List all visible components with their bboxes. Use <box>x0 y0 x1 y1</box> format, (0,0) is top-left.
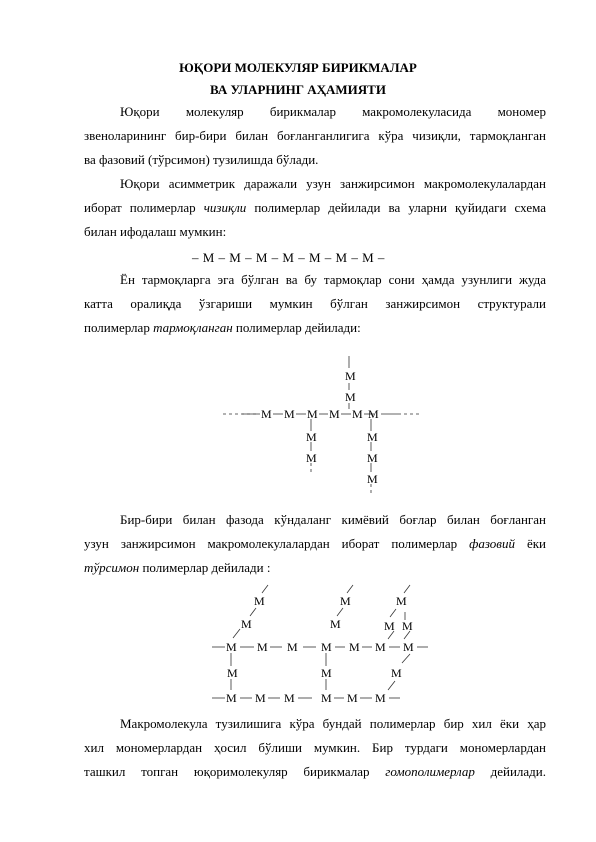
monomer-label: M <box>384 619 395 633</box>
paragraph-homopolymers <box>84 712 546 784</box>
monomer-label: M <box>284 691 295 705</box>
monomer-label: M <box>347 691 358 705</box>
paragraph-line: билан ифодалаш мумкин: <box>84 224 227 239</box>
monomer-label: M <box>352 407 363 421</box>
paragraph-line: Макромолекула тузилишига кўра бундай полимерлар бир хил ёки ҳар <box>120 716 546 731</box>
monomer-label: M <box>368 407 379 421</box>
monomer-label: M <box>226 640 237 654</box>
paragraph-line: Ён тармоқларга эга бўлган ва бу тармоқлар сони ҳамда узунлиги жуда <box>120 272 546 287</box>
monomer-label: M <box>227 666 238 680</box>
monomer-label: M <box>287 640 298 654</box>
term-network: тўрсимон <box>84 560 140 575</box>
monomer-label: M <box>307 407 318 421</box>
monomer-label: M <box>254 594 265 608</box>
monomer-label: M <box>349 640 360 654</box>
monomer-label: M <box>226 691 237 705</box>
paragraph-line: ва фазовий (тўрсимон) тузилишда бўлади. <box>84 152 319 167</box>
monomer-label: M <box>284 407 295 421</box>
paragraph-line: хил мономерлардан ҳосил бўлиши мумкин. Бир турдаги мономерлардан <box>84 740 546 755</box>
monomer-label: M <box>261 407 272 421</box>
monomer-label: M <box>375 640 386 654</box>
monomer-label: M <box>375 691 386 705</box>
paragraph-line: узун занжирсимон макромолекулалардан иборат полимерлар фазовий ёки <box>84 536 546 551</box>
monomer-label: M <box>367 472 378 486</box>
monomer-label: M <box>367 451 378 465</box>
monomer-label: M <box>330 617 341 631</box>
monomer-label: M <box>321 666 332 680</box>
monomer-label: M <box>321 640 332 654</box>
monomer-label: M <box>340 594 351 608</box>
monomer-label: M <box>321 691 332 705</box>
term-branched: тармоқланган <box>153 320 233 335</box>
monomer-label: M <box>241 617 252 631</box>
monomer-label: M <box>403 640 414 654</box>
monomer-label: M <box>402 619 413 633</box>
monomer-label: M <box>257 640 268 654</box>
title-line-1: ЮҚОРИ МОЛЕКУЛЯР БИРИКМАЛАР <box>179 60 417 75</box>
monomer-label: M <box>306 430 317 444</box>
paragraph-line: тўрсимон полимерлар дейилади : <box>84 560 271 575</box>
term-spatial: фазовий <box>469 536 515 551</box>
paragraph-line: Юқори молекуляр бирикмалар макромолекуласида мономер <box>120 104 546 119</box>
monomer-label: M <box>306 451 317 465</box>
monomer-label: M <box>396 594 407 608</box>
monomer-label: M <box>345 369 356 383</box>
title-line-2: ВА УЛАРНИНГ АҲАМИЯТИ <box>210 82 386 97</box>
paragraph-line: Бир-бири билан фазода кўндаланг кимёвий боғлар билан боғланган <box>120 512 546 527</box>
monomer-label: M <box>329 407 340 421</box>
paragraph-line: звеноларининг бир-бири билан боғланганлигига кўра чизиқли, тармоқланган <box>84 128 546 143</box>
paragraph-line: полимерлар тармоқланган полимерлар дейилади: <box>84 320 361 335</box>
linear-chain-formula: – M – M – M – M – M – M – M – <box>192 250 385 265</box>
paragraph-line: ташкил топган юқоримолекуляр бирикмалар гомополимерлар дейилади. <box>84 764 546 779</box>
monomer-label: M <box>391 666 402 680</box>
paragraph-line: Юқори асимметрик даражали узун занжирсимон макромолекулалардан <box>120 176 546 191</box>
monomer-label: M <box>345 390 356 404</box>
paragraph-line: катта оралиқда ўзгариши мумкин бўлган занжирсимон структурали <box>84 296 546 311</box>
paragraph-line: иборат полимерлар чизиқли полимерлар дейилади ва уларни қуйидаги схема <box>84 200 547 215</box>
monomer-label: M <box>367 430 378 444</box>
term-homopolymers: гомополимерлар <box>385 764 475 779</box>
monomer-label: M <box>255 691 266 705</box>
term-linear: чизиқли <box>203 200 247 215</box>
